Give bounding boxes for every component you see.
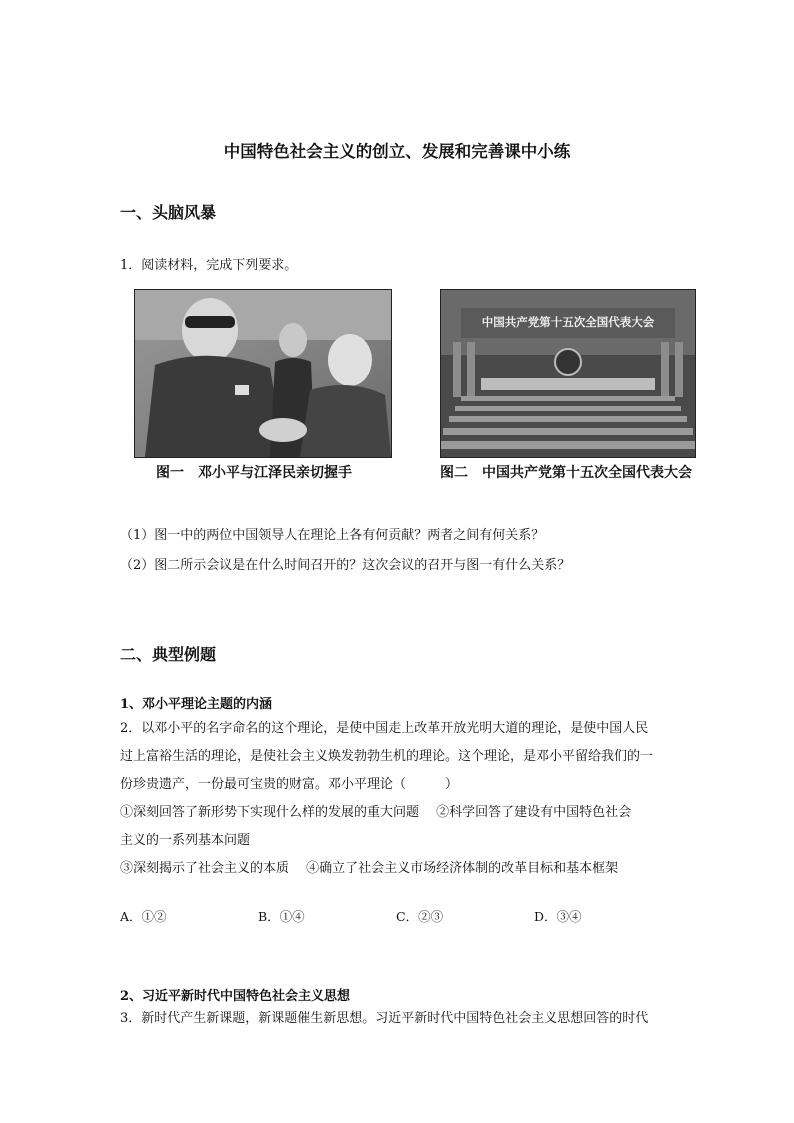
photo-congress-hall — [440, 289, 696, 458]
topic-1-heading: 1、邓小平理论主题的内涵 — [120, 697, 273, 712]
option-a: A．①② — [120, 909, 167, 924]
page-title: 中国特色社会主义的创立、发展和完善课中小练 — [223, 142, 571, 161]
subquestion-2: （2）图二所示会议是在什么时间召开的？这次会议的召开与图一有什么关系？ — [120, 558, 571, 573]
question-2-line: 份珍贵遗产，一份最可宝贵的财富。邓小平理论（ ） — [120, 777, 459, 792]
photo-handshake — [134, 289, 392, 458]
photo-handshake-illustration — [135, 290, 391, 457]
question-2-text — [120, 715, 680, 883]
statement-line: ①深刻回答了新形势下实现什么样的发展的重大问题 ②科学回答了建设有中国特色社会 — [120, 805, 632, 820]
figure-1-caption: 图一 邓小平与江泽民亲切握手 — [156, 465, 352, 481]
option-b: B．①④ — [258, 909, 305, 924]
option-d: D．③④ — [534, 909, 582, 924]
statement-line: ③深刻揭示了社会主义的本质 ④确立了社会主义市场经济体制的改革目标和基本框架 — [120, 861, 619, 876]
option-c: C．②③ — [396, 909, 444, 924]
question-2-line: 2．以邓小平的名字命名的这个理论，是使中国走上改革开放光明大道的理论，是使中国人民 — [120, 721, 649, 736]
section-heading-brainstorm: 一、头脑风暴 — [120, 203, 217, 222]
question-3-text: 3．新时代产生新课题，新课题催生新思想。习近平新时代中国特色社会主义思想回答的时代 — [120, 1011, 649, 1026]
statement-line: 主义的一系列基本问题 — [120, 833, 251, 848]
subquestion-1: （1）图一中的两位中国领导人在理论上各有何贡献？两者之间有何关系？ — [120, 528, 545, 543]
section-heading-examples: 二、典型例题 — [120, 645, 217, 664]
question-1-intro: 1．阅读材料，完成下列要求。 — [120, 258, 298, 273]
congress-banner-text: 中国共产党第十五次全国代表大会 — [481, 315, 655, 329]
figure-2-caption: 图二 中国共产党第十五次全国代表大会 — [440, 465, 692, 481]
topic-2-heading: 2、习近平新时代中国特色社会主义思想 — [120, 989, 351, 1004]
question-2-line: 过上富裕生活的理论，是使社会主义焕发勃勃生机的理论。这个理论，是邓小平留给我们的一 — [120, 749, 654, 764]
